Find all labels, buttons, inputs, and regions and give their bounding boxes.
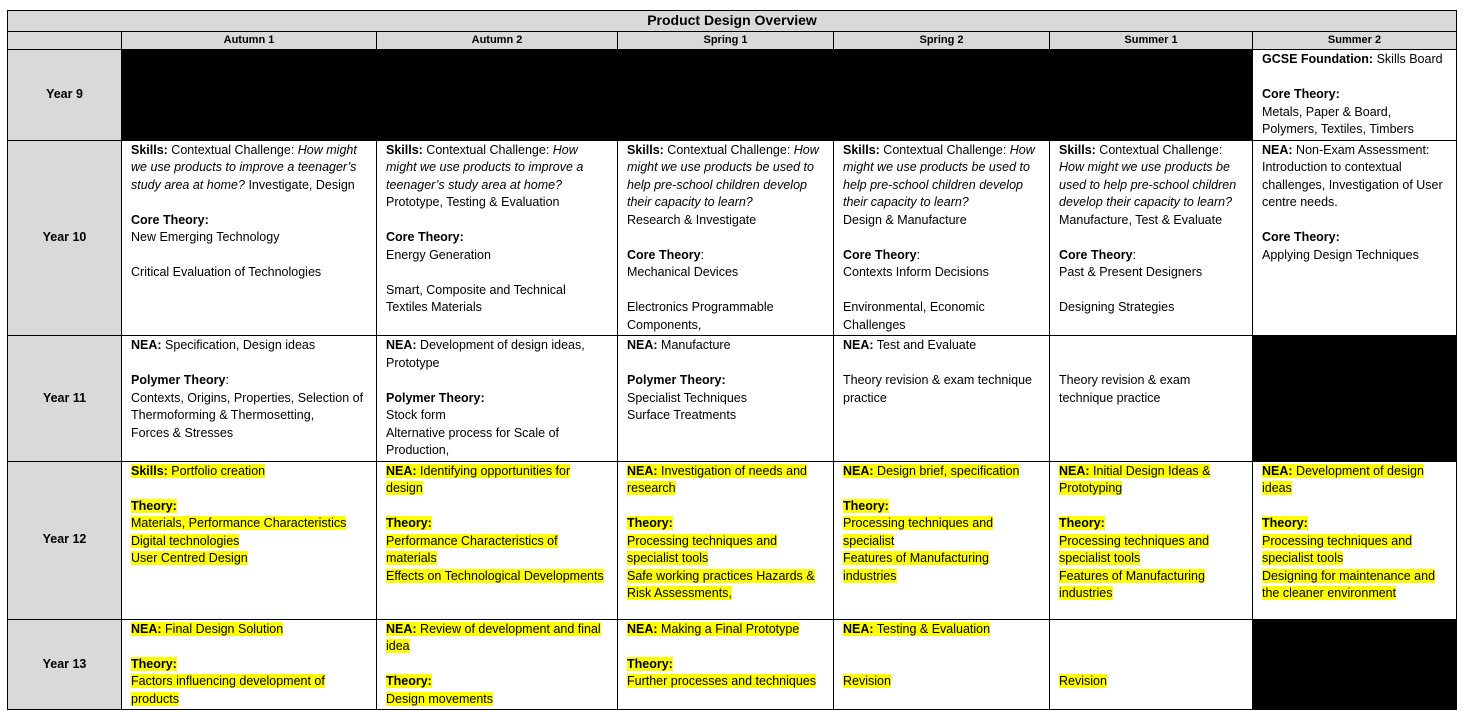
cell-spring-2: [834, 140, 1050, 336]
column-header-summer-1: Summer 1: [1050, 32, 1253, 50]
cell-line: [1059, 533, 1243, 568]
cell-summer-2: [1253, 50, 1457, 141]
cell-text: Contextual Challenge:: [422, 142, 553, 157]
cell-line: [386, 498, 608, 516]
cell-text: :: [225, 373, 229, 387]
cell-text: Research & Investigate: [627, 212, 757, 227]
bold-label: Skills:: [131, 463, 168, 478]
cell-text: Prototype, Testing & Evaluation: [386, 195, 560, 209]
cell-text: Features of Manufacturing industries: [843, 551, 989, 583]
cell-text: Processing techniques and specialist tools: [1059, 533, 1210, 565]
cell-line: [1262, 533, 1447, 568]
cell-line: [131, 194, 367, 212]
cell-text: Metals, Paper & Board, Polymers, Textiles, Timbers: [1262, 104, 1414, 136]
row-header-year: Year 9: [8, 50, 122, 141]
cell-text: Identifying opportunities for design: [386, 463, 571, 495]
bold-label: NEA:: [1262, 142, 1293, 157]
cell-line: [131, 264, 367, 282]
cell-text: Energy Generation: [386, 247, 491, 262]
italic-text: How might we use products be used to help pre-school children develop their capacity to learn?: [1059, 160, 1237, 209]
cell-line: [1059, 299, 1243, 317]
cell-line: [843, 282, 1040, 300]
cell-text: Designing for maintenance and the cleaner environment: [1262, 568, 1436, 600]
cell-text: Environmental, Economic Challenges: [843, 300, 985, 332]
cell-line: [627, 656, 824, 674]
bold-label: GCSE Foundation:: [1262, 52, 1374, 66]
cell-line: [843, 673, 1040, 691]
row-header-year: Year 11: [8, 336, 122, 462]
cell-text: Applying Design Techniques: [1262, 247, 1419, 262]
bold-label: Polymer Theory:: [386, 390, 485, 405]
table-row: [8, 140, 1457, 336]
bold-label: NEA:: [131, 621, 162, 636]
cell-text: Portfolio creation: [167, 463, 266, 478]
cell-line: [131, 425, 367, 443]
cell-line: [627, 390, 824, 408]
bold-label: Theory:: [386, 516, 432, 530]
bold-label: Core Theory:: [1262, 230, 1340, 244]
bold-label: Theory:: [843, 498, 889, 513]
cell-line: [1262, 498, 1447, 516]
cell-line: [843, 142, 1040, 212]
bold-label: Theory:: [627, 656, 673, 671]
blank-cell: [377, 50, 618, 141]
cell-text: Materials, Performance Characteristics: [131, 516, 347, 530]
bold-label: Theory:: [131, 498, 177, 513]
cell-line: [131, 355, 367, 373]
blank-cell: [1253, 619, 1457, 710]
cell-text: Electronics Programmable Components,: [627, 300, 774, 332]
cell-text: Contextual Challenge:: [167, 142, 298, 157]
cell-text: User Centred Design: [131, 551, 248, 565]
cell-text: Past & Present Designers: [1059, 265, 1203, 279]
cell-line: [843, 212, 1040, 230]
cell-summer-2: [1253, 461, 1457, 619]
bold-label: NEA:: [843, 338, 874, 352]
cell-line: [843, 621, 1040, 639]
cell-line: [1262, 515, 1447, 533]
cell-text: Revision: [843, 674, 891, 688]
cell-line: [627, 247, 824, 265]
cell-text: Critical Evaluation of Technologies: [131, 265, 322, 279]
cell-line: [1059, 337, 1243, 355]
cell-line: [1059, 142, 1243, 212]
cell-line: [1059, 673, 1243, 691]
table-row: [8, 336, 1457, 462]
cell-line: [1262, 69, 1447, 87]
bold-label: Skills:: [627, 142, 664, 157]
cell-autumn-1: [122, 461, 377, 619]
cell-line: [386, 229, 608, 247]
cell-line: [843, 656, 1040, 674]
cell-line: [386, 247, 608, 265]
cell-line: [1262, 51, 1447, 69]
bold-label: Core Theory: [627, 247, 701, 262]
bold-label: Theory:: [386, 674, 432, 688]
cell-spring-2: [834, 336, 1050, 462]
bold-label: NEA:: [843, 463, 874, 478]
cell-line: [1262, 229, 1447, 247]
cell-text: Revision: [1059, 674, 1107, 688]
cell-line: [1059, 621, 1243, 639]
bold-label: Core Theory:: [386, 230, 464, 244]
cell-line: [1059, 247, 1243, 265]
cell-line: [843, 480, 1040, 498]
cell-line: [131, 621, 367, 639]
cell-text: Investigation of needs and research: [627, 463, 807, 495]
cell-line: [627, 515, 824, 533]
header-row: [8, 32, 1457, 50]
cell-line: [131, 533, 367, 551]
cell-line: [386, 463, 608, 498]
cell-text: New Emerging Technology: [131, 230, 280, 244]
cell-autumn-2: [377, 140, 618, 336]
bold-label: NEA:: [386, 463, 417, 478]
cell-line: [843, 638, 1040, 656]
cell-line: [131, 463, 367, 481]
cell-text: Testing & Evaluation: [873, 621, 991, 636]
table-row: [8, 461, 1457, 619]
cell-line: [1059, 212, 1243, 230]
cell-line: [843, 355, 1040, 373]
cell-text: Forces & Stresses: [131, 425, 234, 440]
cell-line: [386, 673, 608, 691]
italic-text: How might we use products be used to help pre-school children develop their capacity to learn?: [843, 142, 1035, 209]
bold-label: NEA:: [1059, 463, 1090, 478]
cell-line: [843, 550, 1040, 585]
cell-text: :: [916, 247, 921, 262]
bold-label: NEA:: [386, 621, 417, 636]
cell-line: [627, 568, 824, 603]
cell-line: [131, 247, 367, 265]
cell-text: Skills Board: [1373, 52, 1443, 66]
cell-summer-1: [1050, 140, 1253, 336]
bold-label: NEA:: [386, 338, 417, 352]
cell-line: [131, 142, 367, 195]
cell-summer-2: [1253, 140, 1457, 336]
row-header-year: Year 13: [8, 619, 122, 710]
cell-line: [386, 533, 608, 568]
blank-cell: [618, 50, 834, 141]
cell-autumn-1: [122, 336, 377, 462]
cell-spring-2: [834, 619, 1050, 710]
table-row: [8, 50, 1457, 141]
header-corner: [8, 32, 122, 50]
cell-line: [843, 299, 1040, 334]
cell-line: [386, 656, 608, 674]
cell-text: Design movements: [386, 691, 493, 706]
cell-line: [1262, 568, 1447, 603]
cell-autumn-1: [122, 619, 377, 710]
cell-text: Development of design ideas, Prototype: [386, 338, 585, 370]
cell-autumn-2: [377, 461, 618, 619]
cell-line: [131, 372, 367, 390]
cell-line: [627, 533, 824, 568]
cell-spring-1: [618, 461, 834, 619]
cell-line: [386, 372, 608, 390]
bold-label: Polymer Theory: [131, 373, 226, 387]
blank-cell: [1050, 50, 1253, 141]
cell-line: [386, 264, 608, 282]
cell-line: [386, 621, 608, 656]
column-header-summer-2: Summer 2: [1253, 32, 1457, 50]
cell-line: [1059, 463, 1243, 498]
cell-line: [627, 498, 824, 516]
cell-line: [627, 282, 824, 300]
cell-line: [131, 229, 367, 247]
cell-line: [627, 229, 824, 247]
cell-line: [1262, 86, 1447, 104]
bold-label: Core Theory:: [131, 212, 209, 227]
cell-line: [386, 515, 608, 533]
blank-cell: [834, 50, 1050, 141]
cell-text: Digital technologies: [131, 533, 240, 548]
cell-text: :: [700, 247, 705, 262]
column-header-spring-2: Spring 2: [834, 32, 1050, 50]
cell-line: [1059, 282, 1243, 300]
cell-line: [1059, 355, 1243, 373]
cell-line: [627, 673, 824, 691]
cell-text: Contextual Challenge:: [879, 142, 1010, 157]
cell-line: [386, 425, 608, 460]
cell-line: [131, 656, 367, 674]
bold-label: Theory:: [131, 656, 177, 671]
cell-text: Non-Exam Assessment: Introduction to contextual challenges, Investigation of User centre needs.: [1262, 142, 1443, 209]
cell-summer-1: [1050, 461, 1253, 619]
cell-summer-1: [1050, 336, 1253, 462]
cell-text: Surface Treatments: [627, 408, 737, 422]
cell-line: [627, 212, 824, 230]
cell-text: Contexts, Origins, Properties, Selection of Thermoforming & Thermosetting,: [131, 390, 364, 422]
cell-autumn-1: [122, 140, 377, 336]
cell-text: Further processes and techniques: [627, 674, 816, 688]
bold-label: Theory:: [1059, 516, 1105, 530]
bold-label: Theory:: [627, 516, 673, 530]
cell-line: [627, 638, 824, 656]
cell-text: Processing techniques and specialist: [843, 516, 994, 548]
cell-line: [843, 498, 1040, 516]
cell-line: [1262, 463, 1447, 498]
cell-text: Specification, Design ideas: [161, 338, 316, 352]
cell-line: [843, 247, 1040, 265]
cell-autumn-2: [377, 336, 618, 462]
bold-label: Core Theory: [1059, 247, 1133, 262]
cell-line: [131, 337, 367, 355]
cell-text: Contexts Inform Decisions: [843, 265, 989, 279]
cell-spring-1: [618, 336, 834, 462]
cell-text: Test and Evaluate: [873, 338, 977, 352]
cell-line: [386, 691, 608, 709]
cell-line: [627, 355, 824, 373]
cell-line: [1059, 264, 1243, 282]
italic-text: How might we use products to improve a teenager’s study area at home?: [131, 142, 357, 192]
cell-line: [131, 673, 367, 708]
cell-text: Manufacture, Test & Evaluate: [1059, 212, 1223, 227]
cell-line: [131, 515, 367, 533]
cell-line: [843, 463, 1040, 481]
bold-label: Core Theory: [843, 247, 917, 262]
cell-text: Contextual Challenge:: [1095, 142, 1223, 157]
cell-line: [627, 264, 824, 282]
cell-line: [1059, 568, 1243, 603]
bold-label: NEA:: [843, 621, 874, 636]
cell-text: Mechanical Devices: [627, 265, 739, 279]
cell-line: [1262, 247, 1447, 265]
bold-label: Skills:: [843, 142, 880, 157]
cell-text: Development of design ideas: [1262, 463, 1424, 495]
cell-text: Review of development and final idea: [386, 621, 601, 653]
cell-text: Theory revision & exam technique practice: [1059, 373, 1191, 405]
cell-line: [131, 498, 367, 516]
cell-text: Making a Final Prototype: [657, 621, 800, 636]
italic-text: How might we use products be used to help pre-school children develop their capacity to learn?: [627, 142, 819, 209]
column-header-autumn-2: Autumn 2: [377, 32, 618, 50]
cell-line: [1059, 372, 1243, 407]
cell-line: [131, 390, 367, 425]
cell-line: [386, 568, 608, 586]
cell-text: Contextual Challenge:: [663, 142, 794, 157]
cell-text: Performance Characteristics of materials: [386, 533, 558, 565]
cell-summer-1: [1050, 619, 1253, 710]
cell-autumn-2: [377, 619, 618, 710]
column-header-spring-1: Spring 1: [618, 32, 834, 50]
cell-line: [386, 390, 608, 408]
table-title: Product Design Overview: [8, 11, 1457, 32]
bold-label: NEA:: [1262, 463, 1293, 478]
blank-cell: [1253, 336, 1457, 462]
cell-line: [1059, 638, 1243, 656]
cell-line: [627, 463, 824, 498]
cell-text: Features of Manufacturing industries: [1059, 568, 1205, 600]
cell-text: Safe working practices Hazards & Risk Assessments,: [627, 568, 815, 600]
cell-text: Design & Manufacture: [843, 212, 967, 227]
bold-label: NEA:: [627, 338, 658, 352]
cell-line: [843, 372, 1040, 407]
cell-line: [386, 194, 608, 212]
product-design-overview-table: [7, 10, 1457, 710]
cell-line: [131, 638, 367, 656]
cell-line: [131, 480, 367, 498]
cell-line: [1262, 104, 1447, 139]
cell-line: [386, 282, 608, 317]
cell-line: [843, 264, 1040, 282]
cell-line: [843, 337, 1040, 355]
column-header-autumn-1: Autumn 1: [122, 32, 377, 50]
bold-label: Core Theory:: [1262, 87, 1340, 101]
cell-spring-1: [618, 619, 834, 710]
cell-line: [386, 407, 608, 425]
cell-line: [1059, 229, 1243, 247]
cell-text: Theory revision & exam technique practice: [843, 373, 1032, 405]
row-header-year: Year 10: [8, 140, 122, 336]
italic-text: How might we use products to improve a teenager’s study area at home?: [386, 142, 584, 192]
cell-line: [1059, 498, 1243, 516]
cell-text: Specialist Techniques: [627, 390, 747, 405]
bold-label: NEA:: [627, 621, 658, 636]
cell-line: [843, 229, 1040, 247]
cell-line: [1059, 515, 1243, 533]
cell-line: [386, 142, 608, 195]
bold-label: Polymer Theory:: [627, 373, 726, 387]
bold-label: NEA:: [131, 338, 162, 352]
bold-label: Theory:: [1262, 516, 1308, 530]
cell-text: Manufacture: [657, 338, 731, 352]
cell-text: Processing techniques and specialist tools: [627, 533, 778, 565]
bold-label: Skills:: [386, 142, 423, 157]
cell-line: [1262, 212, 1447, 230]
row-header-year: Year 12: [8, 461, 122, 619]
cell-line: [627, 142, 824, 212]
cell-line: [131, 550, 367, 568]
cell-line: [627, 621, 824, 639]
cell-text: Initial Design Ideas & Prototyping: [1059, 463, 1211, 495]
cell-line: [627, 337, 824, 355]
cell-line: [843, 515, 1040, 550]
cell-spring-1: [618, 140, 834, 336]
cell-line: [1262, 142, 1447, 212]
cell-text: Investigate, Design: [244, 177, 355, 192]
cell-text: Designing Strategies: [1059, 300, 1175, 314]
cell-text: Design brief, specification: [873, 463, 1020, 478]
cell-line: [627, 407, 824, 425]
bold-label: NEA:: [627, 463, 658, 478]
title-row: [8, 11, 1457, 32]
cell-text: Final Design Solution: [161, 621, 284, 636]
cell-line: [627, 299, 824, 334]
cell-line: [386, 337, 608, 372]
cell-spring-2: [834, 461, 1050, 619]
cell-line: [1059, 656, 1243, 674]
cell-text: Smart, Composite and Technical Textiles Materials: [386, 282, 566, 314]
bold-label: Skills:: [131, 142, 168, 157]
blank-cell: [122, 50, 377, 141]
cell-text: Factors influencing development of products: [131, 674, 325, 706]
cell-line: [627, 372, 824, 390]
cell-text: Processing techniques and specialist tools: [1262, 533, 1413, 565]
bold-label: Skills:: [1059, 142, 1096, 157]
table-row: [8, 619, 1457, 710]
cell-text: Alternative process for Scale of Production,: [386, 425, 559, 457]
cell-line: [386, 212, 608, 230]
cell-text: Effects on Technological Developments: [386, 568, 604, 583]
cell-text: :: [1132, 247, 1137, 262]
cell-line: [131, 212, 367, 230]
cell-text: Stock form: [386, 408, 446, 422]
